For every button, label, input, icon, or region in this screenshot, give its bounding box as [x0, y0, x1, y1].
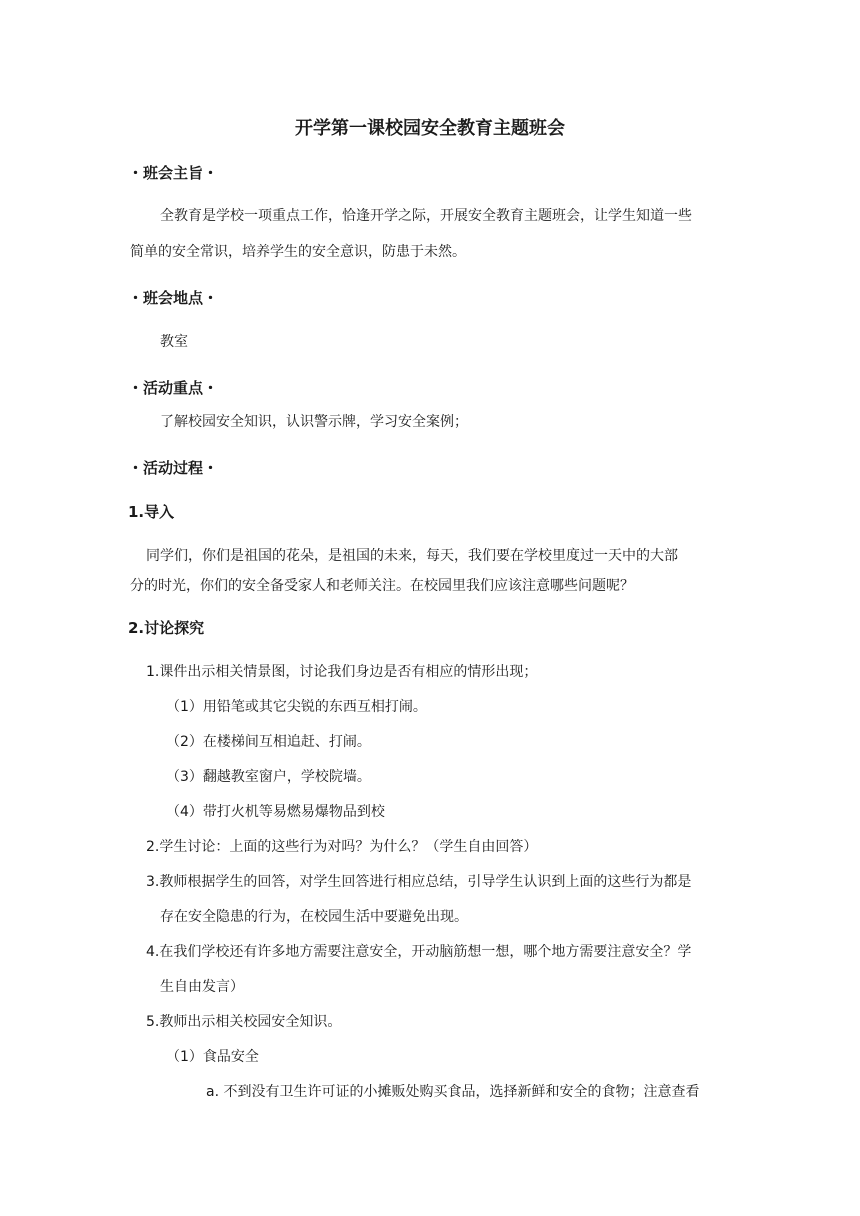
intro-heading: 1.导入 — [128, 503, 175, 521]
discussion-step-5: 5.教师出示相关校园安全知识。 — [146, 1014, 342, 1030]
food-safety-item-a: a. 不到没有卫生许可证的小摊贩处购买食品，选择新鲜和安全的食物；注意查看 — [206, 1084, 700, 1100]
focus-heading: ・活动重点・ — [128, 379, 219, 397]
situation-item-1: （1）用铅笔或其它尖锐的东西互相打闹。 — [166, 699, 427, 715]
purpose-heading: ・班会主旨・ — [128, 164, 219, 182]
situation-item-4: （4）带打火机等易燃易爆物品到校 — [166, 804, 385, 820]
discussion-step-3-line-1: 3.教师根据学生的回答，对学生回答进行相应总结，引导学生认识到上面的这些行为都是 — [146, 874, 692, 890]
purpose-line-2: 简单的安全常识，培养学生的安全意识，防患于未然。 — [130, 244, 466, 260]
location-text: 教室 — [160, 334, 188, 350]
document-title: 开学第一课校园安全教育主题班会 — [295, 118, 565, 139]
intro-line-2: 分的时光，你们的安全备受家人和老师关注。在校园里我们应该注意哪些问题呢？ — [130, 578, 634, 594]
process-heading: ・活动过程・ — [128, 459, 219, 477]
discussion-step-4-line-1: 4.在我们学校还有许多地方需要注意安全，开动脑筋想一想，哪个地方需要注意安全？学 — [146, 944, 692, 960]
focus-text: 了解校园安全知识，认识警示牌，学习安全案例； — [160, 414, 468, 430]
intro-line-1: 同学们，你们是祖国的花朵，是祖国的未来，每天，我们要在学校里度过一天中的大部 — [146, 548, 678, 564]
discussion-step-2: 2.学生讨论：上面的这些行为对吗？为什么？（学生自由回答） — [146, 839, 538, 855]
situation-item-3: （3）翻越教室窗户，学校院墙。 — [166, 769, 371, 785]
food-safety-heading: （1）食品安全 — [166, 1049, 259, 1065]
situation-item-2: （2）在楼梯间互相追赶、打闹。 — [166, 734, 371, 750]
discussion-heading: 2.讨论探究 — [128, 619, 205, 637]
purpose-line-1: 全教育是学校一项重点工作，恰逢开学之际，开展安全教育主题班会，让学生知道一些 — [160, 208, 692, 224]
location-heading: ・班会地点・ — [128, 289, 219, 307]
discussion-step-4-line-2: 生自由发言） — [160, 979, 244, 995]
discussion-step-3-line-2: 存在安全隐患的行为，在校园生活中要避免出现。 — [160, 909, 468, 925]
discussion-step-1: 1.课件出示相关情景图，讨论我们身边是否有相应的情形出现； — [146, 664, 538, 680]
